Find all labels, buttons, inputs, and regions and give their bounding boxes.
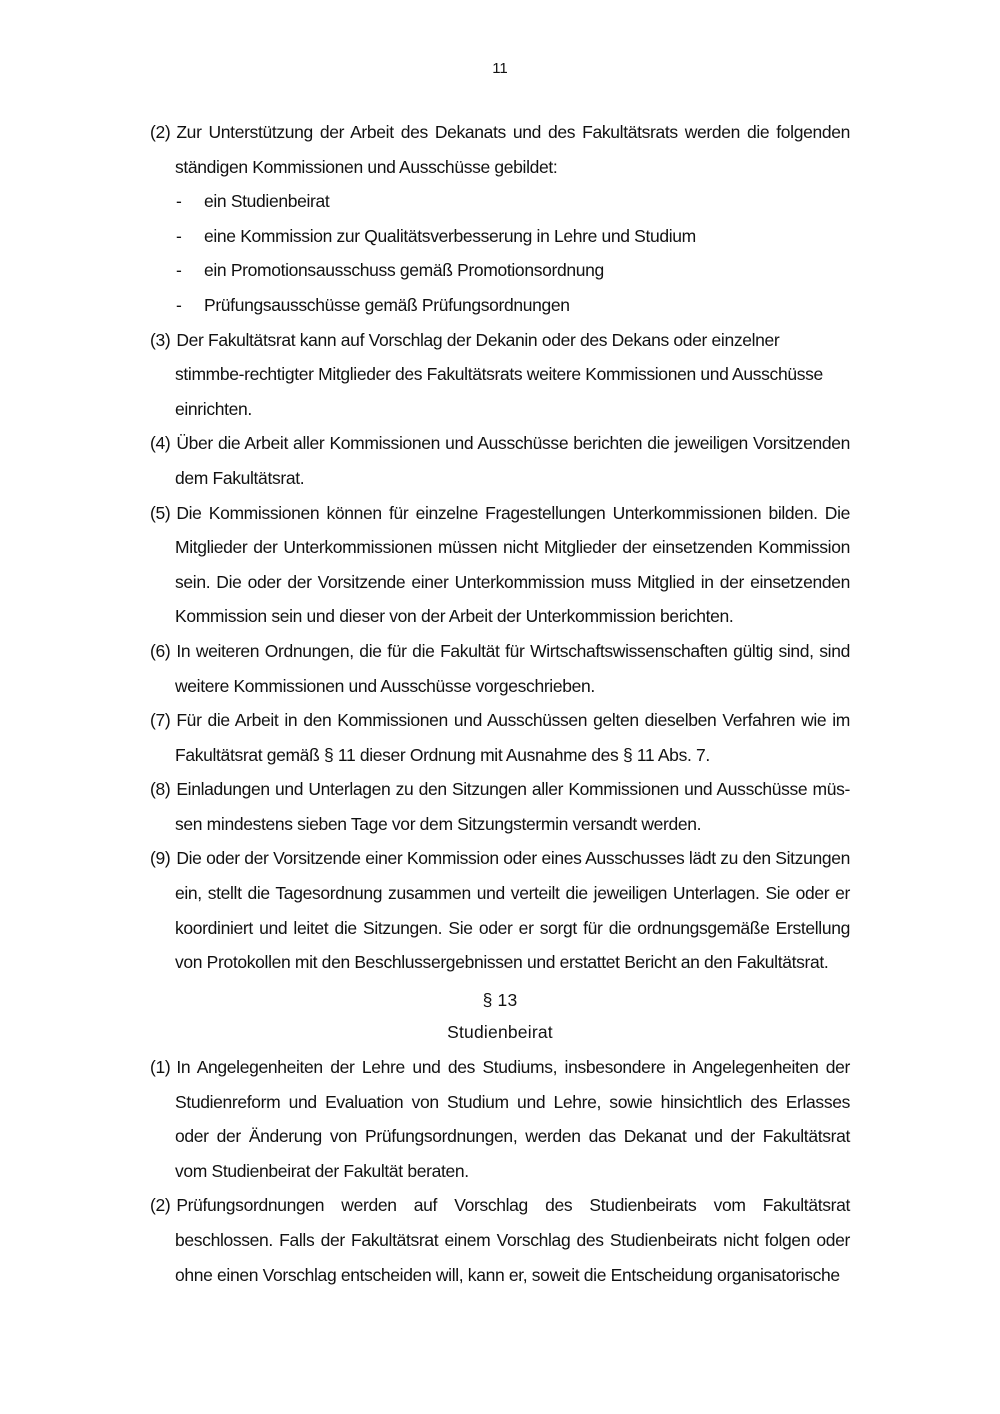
paragraph-label: (3) <box>150 329 171 350</box>
paragraph-12-3 <box>150 323 850 427</box>
dash-bullet: - <box>176 191 182 212</box>
list-item-text: ein Promotionsausschuss gemäß Promotionsordnung <box>204 260 604 281</box>
committee-list <box>150 184 850 322</box>
paragraph-label: (2) <box>150 122 171 142</box>
paragraph-12-2 <box>150 115 850 184</box>
paragraph-label: (2) <box>150 1195 171 1216</box>
paragraph-label: (5) <box>150 502 171 523</box>
paragraph-label: (1) <box>150 1057 171 1077</box>
paragraph-text: Die Kommissionen können für einzelne Fragestellungen Unterkommissionen bilden. Die Mitglieder der Unterkommissionen müssen nicht Mitglieder der einsetzenden Kommission sein. Die oder der Vorsitzende einer Unterkommission muss Mitglied in der einsetzenden Kommission sein und dieser von der Arbeit der Unterkommission berichten. <box>175 502 850 627</box>
paragraph-text: In weiteren Ordnungen, die für die Fakultät für Wirtschaftswissenschaften gültig sind, sind weitere Kommissionen und Ausschüsse vorgeschrieben. <box>175 640 850 696</box>
paragraph-label: (8) <box>150 779 171 800</box>
paragraph-text: Prüfungsordnungen werden auf Vorschlag des Studienbeirats vom Fakultätsrat beschlossen. Falls der Fakultätsrat einem Vorschlag des Studienbeirats nicht folgen oder ohne einen Vorschlag entscheiden will, kann er, soweit die Entscheidung organisatorische <box>175 1195 850 1285</box>
section-13-heading <box>0 984 1000 1048</box>
paragraph-text: Zur Unterstützung der Arbeit des Dekanats und des Fakultätsrats werden die folgenden ständigen Kommissionen und Ausschüsse gebildet: <box>175 122 850 177</box>
dash-bullet: - <box>176 260 182 281</box>
list-item <box>150 219 850 254</box>
paragraph-13-2 <box>150 1188 850 1292</box>
section-12-continued <box>150 115 850 980</box>
list-item <box>150 288 850 323</box>
paragraph-text: Für die Arbeit in den Kommissionen und Ausschüssen gelten dieselben Verfahren wie im Fakultätsrat gemäß § 11 dieser Ordnung mit Ausnahme des § 11 Abs. 7. <box>175 710 850 765</box>
paragraph-text: Die oder der Vorsitzende einer Kommission oder eines Ausschusses lädt zu den Sitzungen ein, stellt die Tagesordnung zusammen und verteilt die jeweiligen Unterlagen. Sie oder er koordiniert und leitet die Sitzungen. Sie oder er sorgt für die ordnungsgemäße Erstellung von Protokollen mit den Beschlussergebnissen und erstattet Bericht an den Fakultätsrat. <box>175 848 850 973</box>
paragraph-label: (4) <box>150 433 171 454</box>
dash-bullet: - <box>176 225 182 246</box>
paragraph-12-8 <box>150 772 850 841</box>
list-item-text: ein Studienbeirat <box>204 191 330 212</box>
list-item-text: Prüfungsausschüsse gemäß Prüfungsordnungen <box>204 294 570 315</box>
paragraph-text: Der Fakultätsrat kann auf Vorschlag der Dekanin oder des Dekans oder einzelner stimmbe-rechtigter Mitglieder des Fakultätsrats weitere Kommissionen und Ausschüsse einrichten. <box>175 329 823 419</box>
page-number: 11 <box>492 60 508 77</box>
list-item <box>150 253 850 288</box>
paragraph-13-1 <box>150 1050 850 1188</box>
paragraph-12-9 <box>150 841 850 979</box>
paragraph-12-4 <box>150 426 850 495</box>
paragraph-text: Über die Arbeit aller Kommissionen und Ausschüsse berichten die jeweiligen Vorsitzenden dem Fakultätsrat. <box>175 433 850 488</box>
paragraph-label: (6) <box>150 640 171 661</box>
section-title: Studienbeirat <box>447 1022 553 1042</box>
paragraph-12-7 <box>150 703 850 772</box>
paragraph-12-5 <box>150 496 850 634</box>
paragraph-12-6 <box>150 634 850 703</box>
dash-bullet: - <box>176 294 182 315</box>
section-13-body <box>150 1050 850 1292</box>
list-item-text: eine Kommission zur Qualitätsverbesserung in Lehre und Studium <box>204 225 696 246</box>
paragraph-label: (9) <box>150 848 171 869</box>
list-item <box>150 184 850 219</box>
paragraph-text: Einladungen und Unterlagen zu den Sitzungen aller Kommissionen und Ausschüsse müs-sen mindestens sieben Tage vor dem Sitzungstermin versandt werden. <box>175 779 850 834</box>
paragraph-label: (7) <box>150 710 171 731</box>
section-number: § 13 <box>482 990 518 1010</box>
paragraph-text: In Angelegenheiten der Lehre und des Studiums, insbesondere in Angelegenheiten der Studienreform und Evaluation von Studium und Lehre, sowie hinsichtlich des Erlasses oder der Änderung von Prüfungsordnungen, werden das Dekanat und der Fakultätsrat vom Studienbeirat der Fakultät beraten. <box>175 1057 850 1181</box>
